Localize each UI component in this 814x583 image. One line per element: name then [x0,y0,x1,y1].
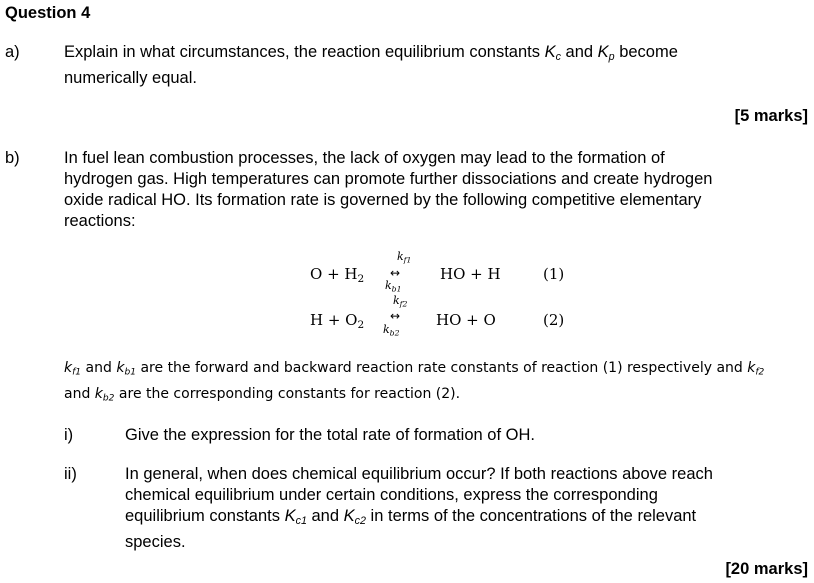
kf2-symbol: k [747,360,756,376]
reaction-1-kf [397,250,411,264]
part-a-text-2: become [614,43,678,61]
sub-ii-text-part: in terms of the concentrations of the relevant [365,507,697,525]
reaction-2-kb-symbol: k [383,323,390,336]
sub-ii-line: species. [125,533,186,552]
kf1-symbol: k [64,360,73,376]
part-b-line: oxide radical HO. Its formation rate is governed by the following competitive elementary [64,191,702,209]
reaction-1-kb-symbol: k [385,279,392,292]
sub-ii-line: chemical equilibrium under certain conditions, express the corresponding [125,486,658,504]
reaction-2-kf-symbol: k [393,294,400,307]
kb2-sub: b2 [102,393,115,404]
sub-ii-text [125,464,805,553]
kb2-symbol: k [94,385,103,402]
note-text: are the corresponding constants for reaction (2). [114,385,461,402]
reaction-2-arrow: ↔ [390,309,401,323]
kc2-sub: c2 [354,515,366,528]
kc1-sub: c1 [295,515,307,528]
reaction-1-left-text: O + H [310,265,358,283]
part-a-text-1: Explain in what circumstances, the reaction equilibrium constants [64,43,545,61]
reaction-1-kf-symbol: k [397,250,404,263]
part-a-text [64,42,804,89]
rate-constants-note [64,358,809,409]
reaction-2-kb [383,323,399,337]
part-b-line: reactions: [64,212,136,230]
reaction-1-kf-sub: f1 [403,255,412,265]
part-a-text-line2: numerically equal. [64,69,197,88]
reaction-2-right: HO + O [436,311,496,329]
reaction-2-left-text: H + O [310,311,358,329]
sub-ii-line: In general, when does chemical equilibrium occur? If both reactions above reach [125,465,713,483]
sub-ii-text-part: equilibrium constants [125,507,285,525]
kc-subscript: c [555,51,561,64]
kc-symbol: K [544,43,556,61]
reaction-2-kf [393,294,407,308]
part-a-label: a) [5,43,20,61]
sub-i-text: Give the expression for the total rate of formation of OH. [125,426,535,444]
kc1-symbol: K [284,507,296,525]
reaction-1-kb [385,279,401,293]
part-b-line: hydrogen gas. High temperatures can promote further dissociations and create hydrogen [64,170,713,188]
note-text: are the forward and backward reaction rate constants of reaction (1) respectively and [136,360,748,376]
reaction-1-number: (1) [543,265,565,283]
note-line-2 [64,384,809,410]
reaction-1-right: HO + H [440,265,501,283]
part-a-text-and: and [560,43,598,61]
part-b-line: In fuel lean combustion processes, the lack of oxygen may lead to the formation of [64,149,665,167]
part-b-marks: [20 marks] [725,560,808,578]
reaction-2-kb-sub: b2 [389,328,400,338]
reaction-2-kf-sub: f2 [399,299,408,309]
kb1-sub: b1 [124,367,137,378]
note-text: and [81,360,117,376]
part-a-marks: [5 marks] [734,107,808,125]
reaction-1-left-sub: 2 [357,273,365,286]
kb1-symbol: k [116,360,125,376]
reaction-1-kb-sub: b1 [391,284,402,294]
kc2-symbol: K [343,507,355,525]
note-line-1 [64,358,809,384]
reaction-2-left [310,311,364,331]
question-title: Question 4 [5,4,91,22]
reaction-2-number: (2) [543,311,565,329]
part-b-paragraph [64,148,809,232]
sub-ii-text-part: and [306,507,344,525]
reaction-1-arrow: ↔ [390,266,401,280]
kf2-sub: f2 [755,367,765,378]
sub-ii-line [125,506,805,532]
reaction-1-left [310,265,364,285]
sub-ii-label: ii) [64,465,77,483]
reaction-2-left-sub: 2 [357,319,365,332]
part-b-label: b) [5,149,20,167]
kp-symbol: K [597,43,609,61]
note-text: and [64,385,95,402]
kf1-sub: f1 [72,367,82,378]
sub-i-label: i) [64,426,74,444]
kp-subscript: p [608,51,615,64]
